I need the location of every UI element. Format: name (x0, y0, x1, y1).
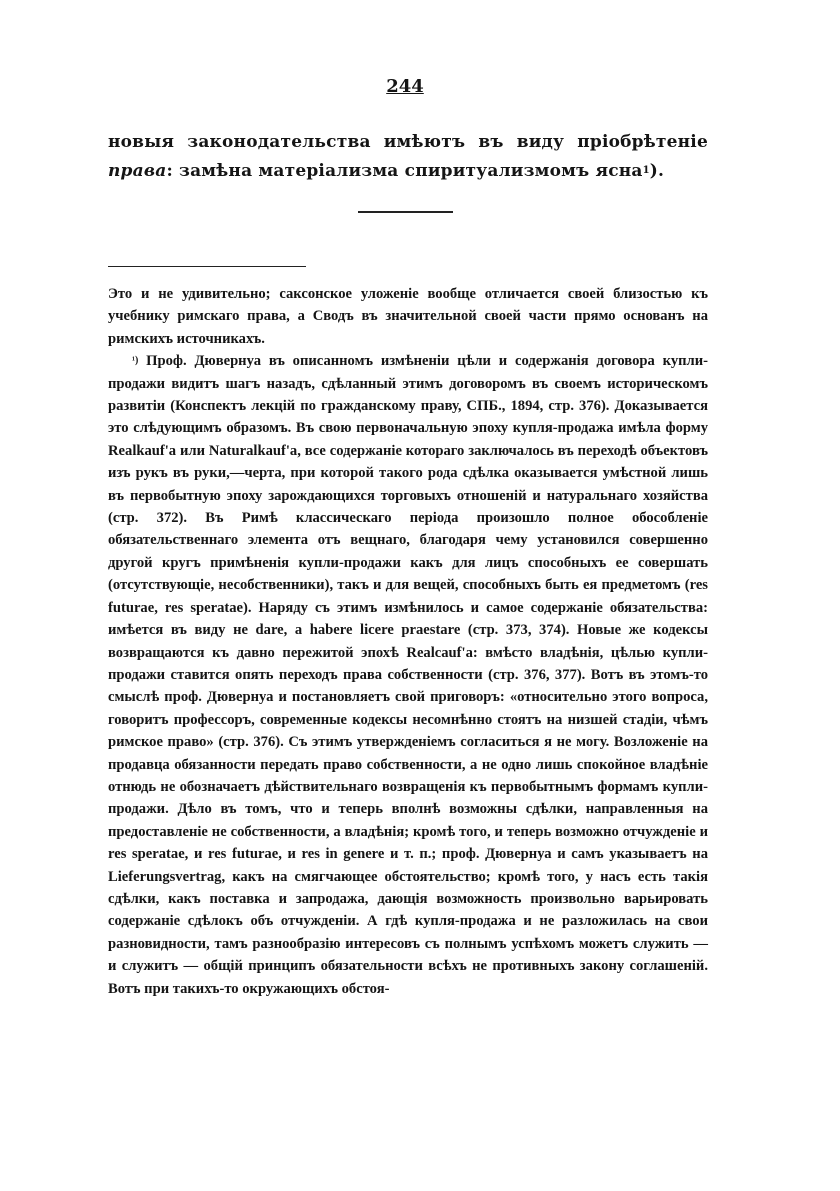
body-text-italic: права (108, 161, 167, 181)
footnote-continuation: Это и не удивительно; саксонское уложеніе вообще отличается своей близостью къ учебнику римскаго права, а Сводъ въ значительной своей части прямо основанъ на римскихъ источникахъ. (108, 286, 708, 347)
footnote-1 (108, 350, 708, 1000)
page-number: 244 (386, 76, 424, 97)
footnote-reference: 1 (642, 165, 650, 176)
body-text (108, 128, 708, 186)
section-divider (358, 211, 453, 213)
body-text-closing: ). (649, 161, 665, 181)
footnote-1-marker: ¹) (132, 355, 139, 367)
body-text-continuation: : замѣна матеріализма спиритуализмомъ ясна (166, 161, 643, 181)
footnote-1-text: Проф. Дювернуа въ описанномъ измѣненіи цѣли и содержанія договора купли-продажи видитъ шагъ назадъ, сдѣланный этимъ договоромъ въ своемъ историческомъ развитіи (Конспектъ лекцій по гражданскому праву, СПБ., 1894, стр. 376). Доказывается это слѣдующимъ образомъ. Въ свою первоначальную эпоху купля-продажа имѣла форму Realkauf'а или Naturalkauf'а, все содержаніе котораго заключалось въ переходѣ объектовъ изъ рукъ въ руки,—черта, при которой такого рода сдѣлка оказывается умѣстной лишь въ первобытную эпоху зарождающихся торговыхъ отношеній и натуральнаго хозяйства (стр. 372). Въ Римѣ классическаго періода произошло полное обособленіе обязательственнаго элемента отъ вещнаго, благодаря чему установился совершенно другой кругъ примѣненія купли-продажи какъ для лицъ способныхъ ее совершать (отсутствующіе, несобственники), такъ и для вещей, способныхъ быть ея предметомъ (res futurae, res speratae). Наряду съ этимъ измѣнилось и самое содержаніе обязательства: имѣется въ виду не dare, а habere licere praestare (стр. 373, 374). Новые же кодексы возвращаются къ давно пережитой эпохѣ Realcauf'а: вмѣсто владѣнія, цѣлью купли-продажи ставится опять переходъ права собственности (стр. 376, 377). Вотъ въ этомъ-то смыслѣ проф. Дювернуа и постановляетъ свой приговоръ: «относительно этого вопроса, говоритъ профессоръ, современные кодексы несомнѣнно стоятъ на низшей стадіи, чѣмъ римское право» (стр. 376). Съ этимъ утвержденіемъ согласиться я не могу. Возложеніе на продавца обязанности передать право собственности, а не одно лишь спокойное владѣніе отнюдь не обозначаетъ дѣйствительнаго возвращенія къ первобытнымъ формамъ купли-продажи. Дѣло въ томъ, что и теперь вполнѣ возможны сдѣлки, направленныя на предоставленіе не собственности, а владѣнія; кромѣ того, и теперь возможно отчужденіе и res speratae, и res futurae, и res in genere и т. п.; проф. Дювернуа и самъ указываетъ на Lieferungsvertrag, какъ на смягчающее обстоятельство; кромѣ того, у насъ есть такія сдѣлки, какъ поставка и запродажа, дающія возможность произвольно варьировать содержаніе сдѣлокъ объ отчужденіи. А гдѣ купля-продажа и не разложилась на свои разновидности, тамъ разнообразію интересовъ съ полнымъ успѣхомъ можетъ служить — и служитъ — общій принципъ обязательности всѣхъ не противныхъ закону соглашеній. Вотъ при такихъ-то окружающихъ обстоя- (108, 353, 708, 997)
footnotes (108, 283, 708, 1000)
body-text-start: новыя законодательства имѣютъ въ виду пріобрѣтеніе (108, 132, 708, 152)
footnote-separator (108, 266, 306, 267)
